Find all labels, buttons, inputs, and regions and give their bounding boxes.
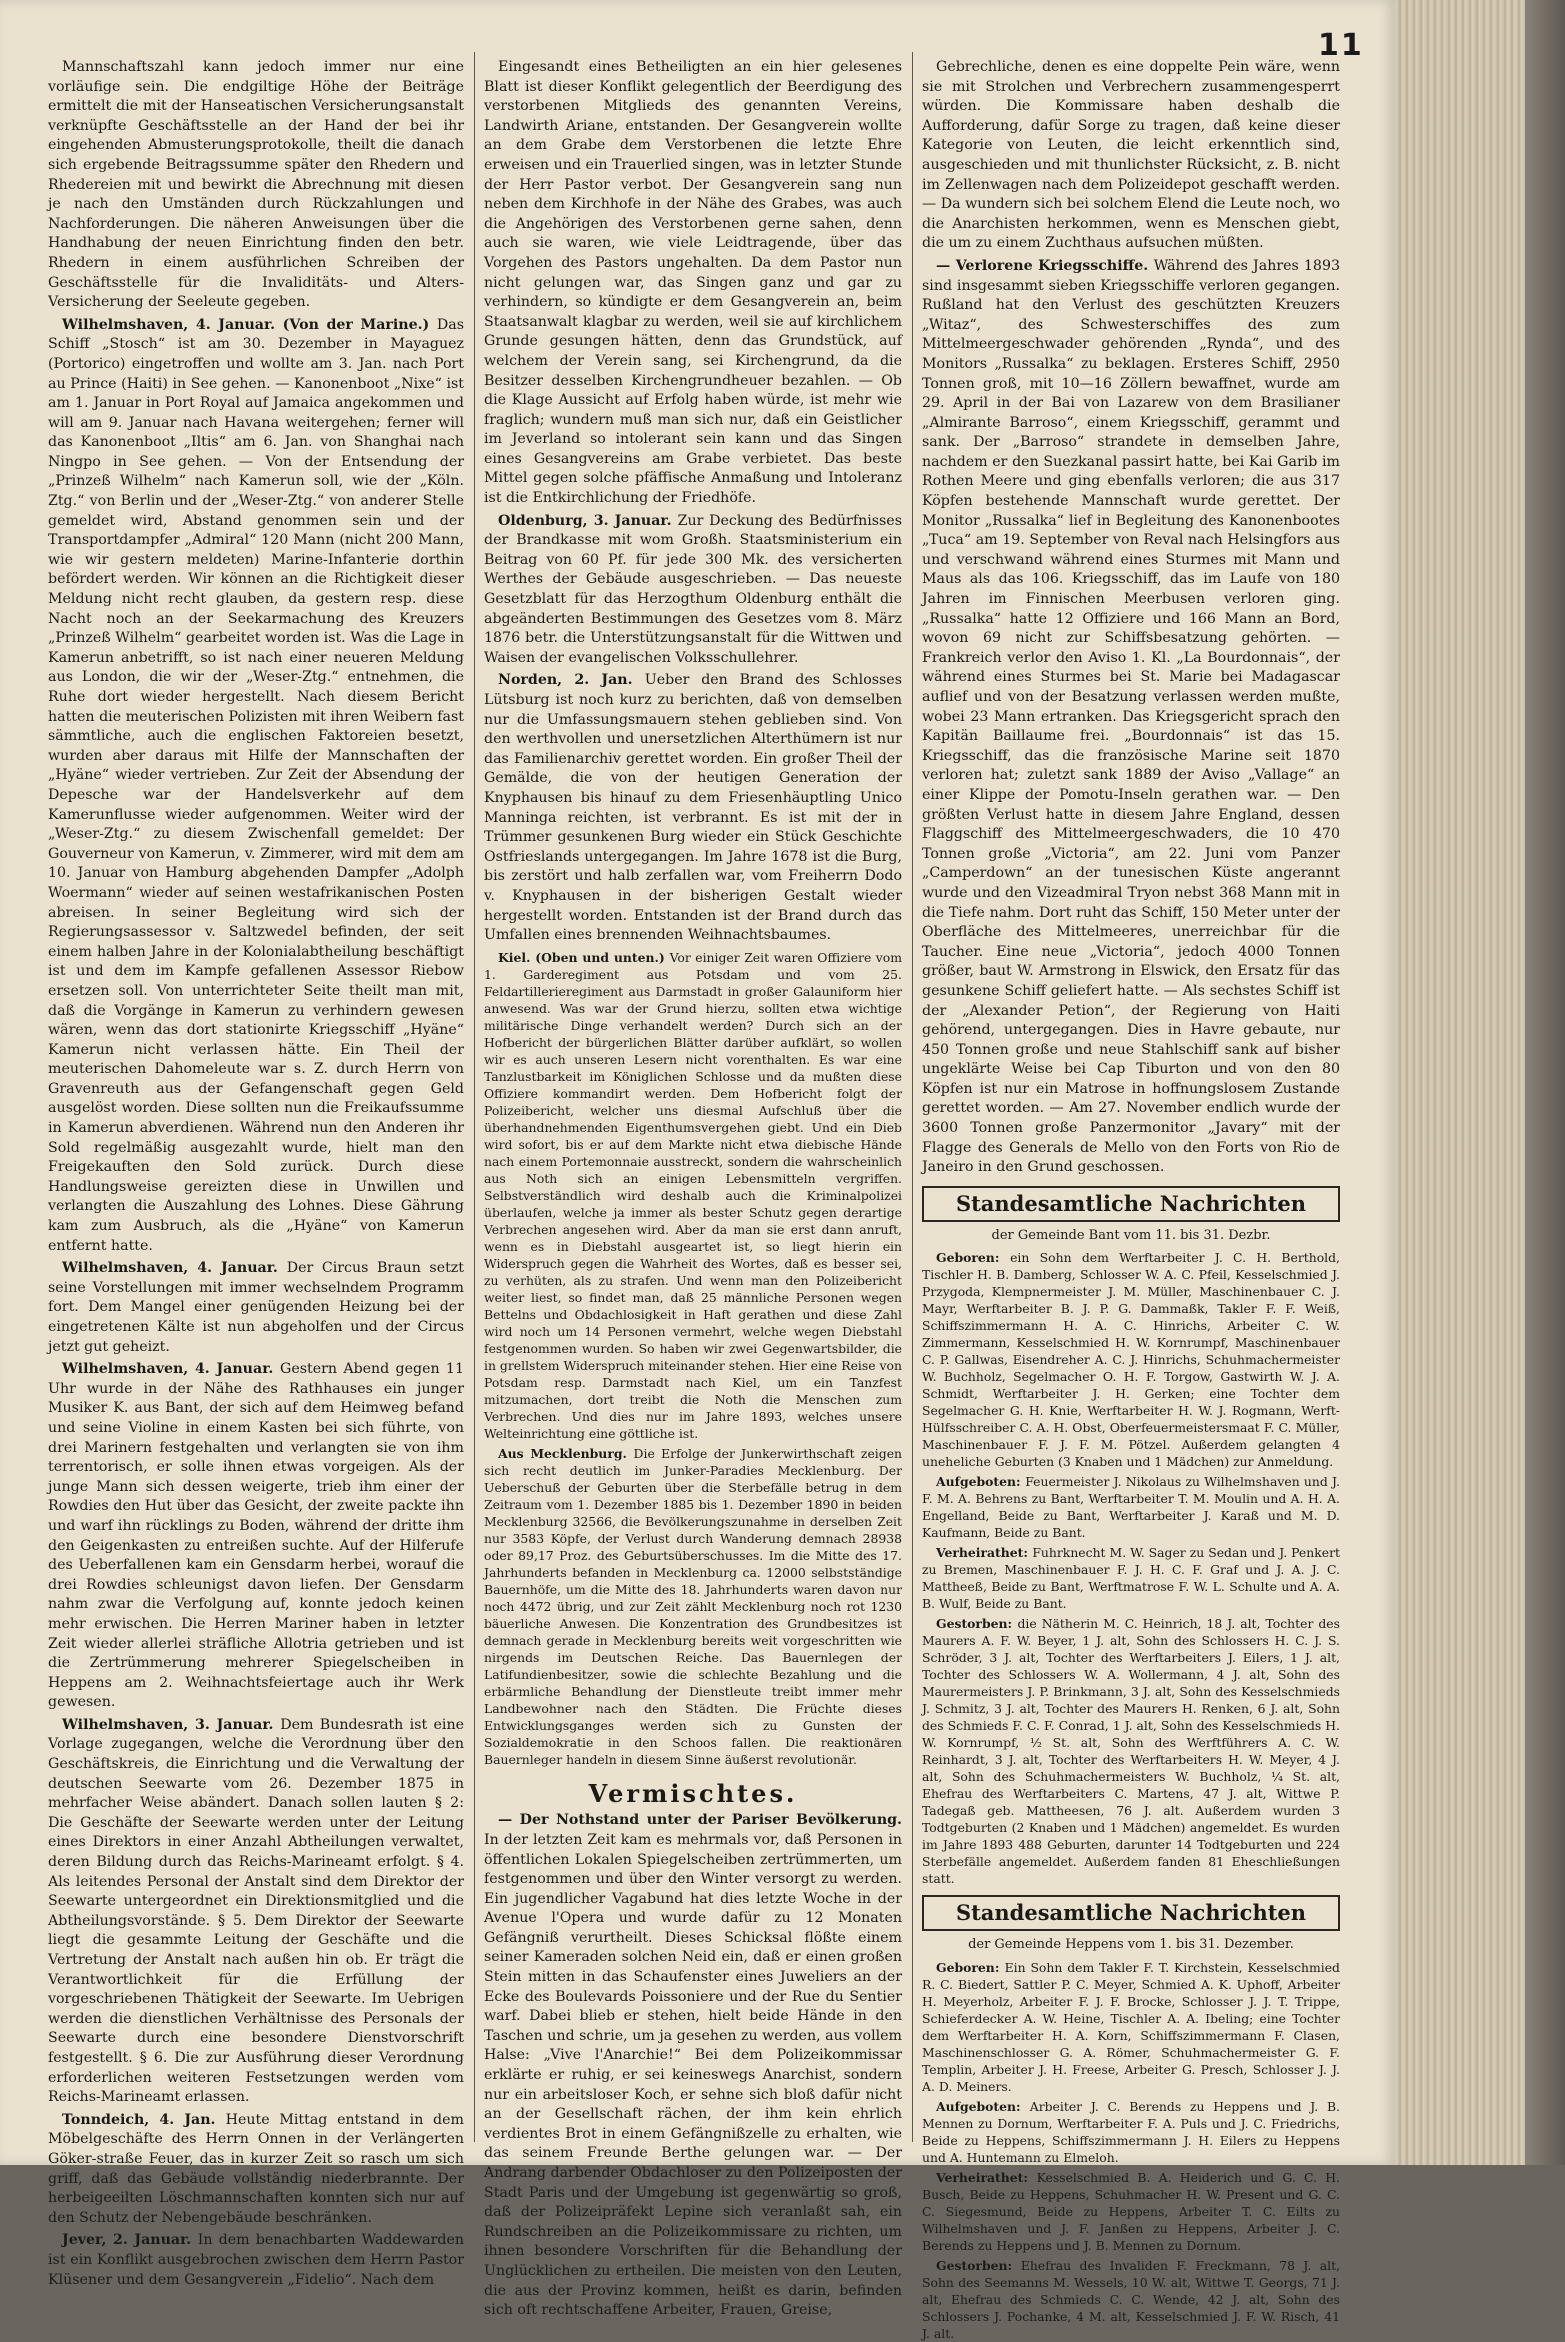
section-heading: Vermischtes. xyxy=(588,1778,798,1808)
article-dateline: Geboren: xyxy=(936,1960,1005,1976)
article-text: ein Sohn dem Werftarbeiter J. C. H. Berthold, Tischler H. B. Damberg, Schlosser W. A. C. Pfeil, Kesselschmied J. Przygoda, Klempnermeister J. M. Müller, Maschinenbauer C. J. Mayr, Werftarbeiter B. J. P. G. Dammaßk, Takler F. F. Weiß, Schiffszimmermann H. A. C. Hinrichs, Arbeiter C. W. Zimmermann, Kesselschmied H. W. Kornrumpf, Maschinenbauer C. P. Gallwas, Eisendreher A. C. J. Hinrichs, Schuhmachermeister W. Buchholz, Segelmacher O. H. F. Torgow, Gastwirth W. J. A. Schmidt, Werftarbeiter J. H. Gerken; eine Tochter dem Segelmacher G. H. Knie, Werftarbeiter H. W. J. Rogmann, Werft-Hülfsschreiber C. A. H. Obst, Oberfeuermeistersmaat F. C. Müller, Maschinenbauer F. J. F. M. Pötzel. Außerdem gelangten 4 uneheliche Geburten (3 Knaben und 1 Mädchen) zur Anmeldung. xyxy=(922,1250,1340,1470)
article-paragraph xyxy=(48,1716,464,2108)
article-dateline: Norden, 2. Jan. xyxy=(498,672,645,689)
article-paragraph xyxy=(922,1615,1340,1887)
article-text: Heute Mittag entstand in dem Möbelgeschäfte des Herrn Onnen in der Verlängerten Göker-straße Feuer, das in kurzer Zeit so rasch um sich griff, daß das Gebäude vollständig niederbrannte. Der herbeigeeilten Löschmannschaften konnten sich nur auf den Schutz der Nebengebäude beschränken. xyxy=(48,2111,464,2226)
article-text: Vor einiger Zeit waren Offiziere vom 1. Garderegiment aus Potsdam und vom 25. Feldartillerieregiment aus Darmstadt in großer Galauniform hier anwesend. Was war der Grund hierzu, sollten etwa wichtige militärische Dinge verhandelt werden? Durch sich an der Hofbericht der bürgerlichen Blätter darüber aufklärt, so wollen wir es auch unseren Lesern nicht vorenthalten. Es war eine Tanzlustbarkeit im Königlichen Schlosse und da mußten diese Offiziere kommandirt werden. Dem Hofbericht folgt der Polizeibericht, welcher uns diesmal Aufschluß über die überhandnehmenden Eigenthumsvergehen giebt. Und ein Dieb wird sofort, bis er auf dem Markte nicht etwa diebische Hände nach einem Portemonnaie ausstreckt, sondern die wahrscheinlich aus Noth sich an einigen Lebensmitteln vergriffen. Selbstverständlich wird deshalb auch die Kriminalpolizei überlaufen, welche ja immer als bester Schutz gegen derartige Verbrechen angesehen wird. Aber da man sie erst dann anruft, wenn es in Diebstahl ausgeartet ist, so liegt hierin ein Widerspruch gegen die Wahrheit des Wortes, daß es besser sei, zu verhüten, als zu strafen. Und wenn man den Polizeibericht weiter liest, so findet man, daß 25 männliche Personen wegen Bettelns und Obdachlosigkeit in Haft gerathen und diese Zahl wird noch um 14 Personen vermehrt, welche wegen Diebstahl festgenommen wurden. So haben wir zwei Gegenwartsbilder, die in grellstem Widerspruch miteinander stehen. Hier eine Reise von Potsdam resp. Darmstadt nach Kiel, um ein Tanzfest mitzumachen, dort treibt die Noth die Menschen zum Verbrechen. Und dies nur im Jahre 1893, welches unsere Welteinrichtung eine göttliche ist. xyxy=(484,949,903,1441)
article-dateline: Wilhelmshaven, 3. Januar. xyxy=(62,1716,281,1733)
article-paragraph xyxy=(922,257,1340,1178)
announcement-subheading: der Gemeinde Heppens vom 1. bis 31. Dezember. xyxy=(968,1937,1294,1953)
article-dateline: — Verlorene Kriegsschiffe. xyxy=(936,257,1154,274)
article-dateline: Verheirathet: xyxy=(936,2170,1037,2186)
article-text: Ehefrau des Invaliden F. Freckmann, 78 J. alt, Sohn des Seemanns M. Wessels, 10 W. alt, Wittwe T. Georgs, 71 J. alt, Ehefrau des Schmieds C. C. Wende, 42 J. alt, Sohn des Schlossers J. Pochanke, 4 M. alt, Kesselschmied J. F. W. Risch, 41 J. alt. xyxy=(922,2258,1341,2342)
article-paragraph xyxy=(922,1249,1340,1470)
article-paragraph xyxy=(922,2098,1340,2166)
column-divider-2 xyxy=(912,52,913,2142)
article-dateline: Geboren: xyxy=(936,1250,1011,1266)
article-paragraph xyxy=(484,1445,902,1768)
article-dateline: Kiel. (Oben und unten.) xyxy=(498,949,670,965)
article-dateline: Gestorben: xyxy=(936,1616,1018,1632)
article-paragraph xyxy=(484,949,902,1442)
article-dateline: Wilhelmshaven, 4. Januar. xyxy=(62,1260,287,1277)
article-text: In der letzten Zeit kam es mehrmals vor, daß Personen in öffentlichen Lokalen Spiegelscheiben zertrümmerten, um festgenommen und über den Winter versorgt zu werden. Ein jugendlicher Vagabund hat dies letzte Woche in der Avenue l'Opera und wurde dafür zu 12 Monaten Gefängniß verurtheilt. Dieses Schicksal flößte einem seiner Kameraden solchen Neid ein, daß er einen großen Stein mitten in das Schaufenster eines Juweliers an der Ecke des Boulevards Poissoniere und der Rue du Sentier warf. Dabei blieb er stehen, hielt beide Hände in den Taschen und schrie, um ja gesehen zu werden, aus vollem Halse: „Vive l'Anarchie!“ Bei dem Polizeikommissar erklärte er ruhig, er sei keineswegs Anarchist, sondern nur ein arbeitsloser Koch, er sehne sich bloß dafür nicht an der Gesellschaft rächen, der ihm kein ehrlich verdientes Brot in einem Gefängnißzelle zu erhalten, wie das seinem Freunde Berthe gelungen war. — Der Andrang darbender Obdachloser zu den Polizeiposten der Stadt Paris und der Umgebung ist gegenwärtig so groß, daß der Polizeipräfekt Lepine sich veranlaßt sah, ein Rundschreiben an die Polizeikommissare zu richten, um ihnen besondere Vorschriften für die Behandlung der Unglücklichen zu ertheilen. Die meisten von den Leuten, die aus der Provinz kommen, heißt es darin, befinden sich oft rechtschaffene Arbeiter, Frauen, Greise, xyxy=(484,1831,902,2319)
article-paragraph xyxy=(484,512,902,669)
article-paragraph xyxy=(48,2111,464,2229)
article-paragraph xyxy=(922,2257,1340,2342)
article-dateline: Wilhelmshaven, 4. Januar. (Von der Marine.) xyxy=(62,316,437,333)
announcement-subheading: der Gemeinde Bant vom 11. bis 31. Dezbr. xyxy=(991,1227,1271,1243)
article-text: Gebrechliche, denen es eine doppelte Pein wäre, wenn sie mit Strolchen und Verbrechern zusammengesperrt würden. Die Kommissare haben deshalb die Aufforderung, dafür Sorge zu tragen, daß keine dieser Kategorie von Leuten, die leicht erkenntlich sind, ausgeschieden und mit thunlichster Rücksicht, z. B. nicht im Zellenwagen nach dem Polizeidepot geschafft werden. — Da wundern sich bei solchem Elend die Leute noch, wo die Anarchisten herkommen, wenn es Menschen giebt, die um zu einem Zuchthaus aufsuchen müßten. xyxy=(922,59,1340,252)
article-paragraph xyxy=(922,2169,1340,2254)
article-paragraph xyxy=(48,1259,464,1357)
article-text: Ueber den Brand des Schlosses Lütsburg ist noch kurz zu berichten, daß von demselben nur die Umfassungsmauern stehen geblieben sind. Von den werthvollen und unersetzlichen Alterthümern ist nur das Familienarchiv gerettet worden. Ein großer Theil der Gemälde, die von der heutigen Generation der Knyphausen bis hinauf zu dem Friesenhäuptling Unico Manninga reichten, ist verbrannt. Es ist mit der in Trümmer gesunkenen Burg wieder ein Stück Geschichte Ostfrieslands untergegangen. Im Jahre 1678 ist die Burg, bis zerstört und halb zerfallen war, vom Freiherrn Dodo v. Knyphausen in der bisherigen Gestalt wieder hergestellt worden. Entstanden ist der Brand durch das Umfallen eines brennenden Weihnachtsbaumes. xyxy=(484,672,902,944)
column-2 xyxy=(484,58,903,2319)
article-paragraph xyxy=(48,58,464,313)
article-text: Dem Bundesrath ist eine Vorlage zugegangen, welche die Verordnung über den Geschäftskreis, die Einrichtung und die Verwaltung der deutschen Seewarte vom 26. Dezember 1875 in mehrfacher Weise abändert. Danach sollen lauten § 2: Die Geschäfte der Seewarte werden unter der Leitung eines Direktors in einer Anzahl Abtheilungen verwaltet, deren Bildung durch das Reichs-Marineamt erfolgt. § 4. Als leitendes Personal der Anstalt sind dem Direktor der Seewarte untergeordnet ein Direktionsmitglied und die Abtheilungsvorstände. § 5. Dem Direktor der Seewarte liegt die gesammte Leitung der Geschäfte und die Vertretung der Anstalt nach außen hin ob. Er trägt die Verantwortlichkeit für die Erfüllung der vorgeschriebenen Thätigkeit der Seewarte. Im Uebrigen werden die dienstlichen Verhältnisse des Personals der Seewarte durch eine besondere Dienstvorschrift festgestellt. § 6. Die zur Ausführung dieser Verordnung erforderlichen weiteren Festsetzungen werden vom Reichs-Marineamt erlassen. xyxy=(48,1716,464,2106)
article-dateline: Aus Mecklenburg. xyxy=(498,1445,634,1461)
article-text: Mannschaftszahl kann jedoch immer nur eine vorläufige sein. Die endgiltige Höhe der Beiträge ermittelt die mit der Hanseatischen Versicherungsanstalt verknüpfte Geschäftsstelle an der Hand der bei ihr eingehenden Abmusterungsprotokolle, theilt die danach sich ergebende Beitragssumme später den Rhedern und Rhedereien mit und bewirkt die Abrechnung mit diesen je nach den Umständen durch Rückzahlungen und Nachforderungen. Die näheren Anweisungen über die Handhabung der neuen Einrichtung finden den betr. Rhedern in einem ausführlichen Schreiben der Geschäftsstelle für die Invaliditäts- und Alters-Versicherung der Seeleute gegeben. xyxy=(48,59,464,311)
article-paragraph xyxy=(922,58,1340,254)
article-paragraph xyxy=(922,1473,1340,1541)
article-dateline: Tonndeich, 4. Jan. xyxy=(62,2111,226,2128)
article-dateline: — Der Nothstand unter der Pariser Bevölkerung. xyxy=(498,1812,902,1829)
announcement-heading: Standesamtliche Nachrichten xyxy=(922,1186,1340,1222)
article-paragraph xyxy=(922,1544,1340,1612)
column-divider-1 xyxy=(474,52,475,2142)
announcement-heading: Standesamtliche Nachrichten xyxy=(922,1895,1340,1931)
article-text: Feuermeister J. Nikolaus zu Wilhelmshaven und J. F. M. A. Behrens zu Bant, Werftarbeiter T. M. Moulin und A. H. A. Engelland, Beide zu Bant, Werftarbeiter J. Karaß und M. D. Kaufmann, Beide zu Bant. xyxy=(922,1474,1341,1541)
article-paragraph xyxy=(48,1360,464,1713)
column-1 xyxy=(48,58,464,2288)
article-paragraph xyxy=(484,1811,902,2320)
article-paragraph xyxy=(48,316,464,1257)
article-text: Die Erfolge der Junkerwirthschaft zeigen sich recht deutlich im Junker-Paradies Mecklenburg. Der Ueberschuß der Geburten über die Sterbefälle betrug in dem Zeitraum vom 1. Dezember 1885 bis 1. Dezember 1890 in beiden Mecklenburg 32566, die Bevölkerungszunahme in derselben Zeit nur 3583 Köpfe, der Verlust durch Wanderung demnach 28938 oder 89,17 Proz. des Geburtsüberschusses. Im die Mitte des 17. Jahrhunderts befanden in Mecklenburg ca. 12000 selbstständige Bauernhöfe, um die Mitte des 18. Jahrhunderts waren davon nur noch 4472 übrig, und zur Zeit zählt Mecklenburg noch rot 1230 bäuerliche Anwesen. Die Konzentration des Grundbesitzes ist demnach gerade in Mecklenburg bereits weit vorgeschritten wie nirgends im Deutschen Reiche. Das Bauernlegen der Latifundienbesitzer, sowie die schlechte Bezahlung und die erbärmliche Behandlung der Dienstleute treibt immer mehr Landbewohner nach den Städten. Die Früchte dieses Entwicklungsganges werden sich zu Gunsten der Sozialdemokratie in den Schoos fallen. Die reaktionären Bauernleger handeln in diesem Sinne äußerst revolutionär. xyxy=(484,1445,903,1767)
article-paragraph xyxy=(484,671,902,945)
article-dateline: Verheirathet: xyxy=(936,1545,1033,1561)
article-text: In dem benachbarten Waddewarden ist ein Konflikt ausgebrochen zwischen dem Herrn Pastor Klüsener und dem Gesangverein „Fidelio“. Nach dem xyxy=(48,2232,464,2288)
book-binding-edge xyxy=(1395,0,1565,2165)
article-text: Arbeiter J. C. Berends zu Heppens und J. B. Mennen zu Dornum, Werftarbeiter F. A. Puls und J. C. Friedrichs, Beide zu Heppens, Schiffszimmermann J. H. Eilers zu Heppens und A. Huntemann zu Elmeloh. xyxy=(922,2099,1340,2166)
article-dateline: Aufgeboten: xyxy=(936,1474,1026,1490)
article-text: Ein Sohn dem Takler F. T. Kirchstein, Kesselschmied R. C. Biedert, Sattler P. C. Meyer, Schmied A. K. Uphoff, Arbeiter H. Meyerholz, Arbeiter F. J. F. Brocke, Schlosser J. J. T. Trippe, Schieferdecker A. W. Heine, Tischler A. A. Ibeling; eine Tochter dem Werftarbeiter H. A. Korn, Schiffszimmermann F. Clasen, Maschinenschlosser G. A. Römer, Schuhmachermeister G. F. Templin, Arbeiter J. H. Freese, Arbeiter G. Presch, Schlosser J. J. A. D. Meiners. xyxy=(922,1960,1340,2095)
article-dateline: Aufgeboten: xyxy=(936,2099,1030,2115)
article-text: Fuhrknecht M. W. Sager zu Sedan und J. Penkert zu Bremen, Maschinenbauer F. J. H. C. F. Graf und J. A. J. C. Mattheeß, Beide zu Bant, Werftmatrose F. W. L. Schulte und A. A. B. Wulf, Beide zu Bant. xyxy=(922,1545,1340,1612)
article-text: Der Circus Braun setzt seine Vorstellungen mit immer wechselndem Programm fort. Dem Mangel einer genügenden Heizung bei der eingetretenen Kälte ist nun abgeholfen und der Circus jetzt gut geheizt. xyxy=(48,1260,464,1355)
article-dateline: Gestorben: xyxy=(936,2258,1021,2274)
article-text: die Nätherin M. C. Heinrich, 18 J. alt, Tochter des Maurers A. F. W. Beyer, 1 J. alt, Sohn des Schlossers H. C. J. S. Schröder, 3 J. alt, Tochter des Werftarbeiters J. Eilers, 1 J. alt, Tochter des Schlossers W. A. Wollermann, 4 J. alt, Sohn des Maurermeisters J. P. Brinkmann, 3 J. alt, Sohn des Kesselschmieds J. Schmitz, 3 J. alt, Tochter des Maurers H. Renken, 6 J. alt, Sohn des Schmieds F. C. F. Conrad, 1 J. alt, Sohn des Kesselschmieds H. W. Kornrumpf, ½ St. alt, Sohn des Werftführers A. C. W. Reinhardt, 3 J. alt, Tochter des Werftarbeiters H. W. Meyer, 4 J. alt, Sohn des Schuhmachermeisters W. Buchholz, ¼ St. alt, Ehefrau des Werftarbeiters C. Martens, 47 J. alt, Wittwe P. Tadegaß geb. Mattheesen, 76 J. alt. Außerdem wurden 3 Todtgeburten (2 Knaben und 1 Mädchen) angemeldet. Es wurden im Jahre 1893 488 Geburten, darunter 14 Todtgeburten und 224 Sterbefälle angemeldet. Außerdem fanden 81 Eheschließungen statt. xyxy=(922,1616,1340,1887)
article-text: Kesselschmied B. A. Heiderich und G. C. H. Busch, Beide zu Heppens, Schuhmacher H. W. Present und G. C. C. Siegesmund, Beide zu Heppens, Arbeiter T. C. Eilts zu Wilhelmshaven und J. F. Janßen zu Heppens, Arbeiter J. C. Berends zu Heppens und J. B. Mennen zu Dornum. xyxy=(922,2170,1340,2254)
article-text: Zur Deckung des Bedürfnisses der Brandkasse mit wom Großh. Staatsministerium ein Beitrag von 60 Pf. für jede 300 Mk. des versicherten Werthes der Gebäude ausgeschrieben. — Das neueste Gesetzblatt für das Herzogthum Oldenburg enthält die abgeänderten Bestimmungen des Gesetzes vom 8. März 1876 betr. die Unterstützungsanstalt für die Wittwen und Waisen der evangelischen Volksschullehrer. xyxy=(484,512,902,666)
article-text: Gestern Abend gegen 11 Uhr wurde in der Nähe des Rathhauses ein junger Musiker K. aus Bant, der sich auf dem Heimweg befand und seine Violine in einem Kasten bei sich führte, von drei Marinern festgehalten und verlangten sie von ihm terrentorisch, er solle ihnen etwas vorgeigen. Als der junge Mann sich dessen weigerte, trieb ihm einer der Rowdies den Hut über das Gesicht, der zweite packte ihn und warf ihn rücklings zu Boden, während der dritte ihm den Geigenkasten zu entreißen suchte. Auf der Hilferufe des Ueberfallenen kam ein Gensdarm herbei, worauf die drei Rowdies schleunigst davon liefen. Der Gensdarm nahm zwar die Verfolgung auf, konnte jedoch keinen mehr erwischen. Die Herren Mariner haben in letzter Zeit wieder allerlei sträfliche Allotria getrieben und ist die Zertrümmerung mehrerer Spiegelscheiben in Heppens am 2. Weihnachtsfeiertage auch ihr Werk gewesen. xyxy=(48,1361,464,1711)
article-paragraph xyxy=(48,2231,464,2290)
article-dateline: Oldenburg, 3. Januar. xyxy=(498,512,678,529)
article-paragraph xyxy=(484,58,902,509)
article-text: Das Schiff „Stosch“ ist am 30. Dezember in Mayaguez (Portorico) eingetroffen und wollte am 3. Jan. nach Port au Prince (Haiti) in See gehen. — Kanonenboot „Nixe“ ist am 1. Januar in Port Royal auf Jamaica angekommen und will am 9. Januar nach Havana weitergehen; ferner will das Kanonenboot „Iltis“ am 6. Jan. von Shanghai nach Ningpo in See gehen. — Von der Entsendung der „Prinzeß Wilhelm“ nach Kamerun soll, wie der „Köln. Ztg.“ von Berlin und der „Weser-Ztg.“ von anderer Stelle gemeldet wird, Abstand genommen sein und der Transportdampfer „Admiral“ 120 Mann (nicht 200 Mann, wie wir gestern meldeten) Marine-Infanterie dorthin befördert werden. Wir können an die Richtigkeit dieser Meldung nicht recht glauben, da gestern resp. diese Nacht noch an der Seekarmachung des Kreuzers „Prinzeß Wilhelm“ gearbeitet worden ist. Was die Lage in Kamerun anbetrifft, so ist nach einer neueren Meldung aus London, die wir der „Weser-Ztg.“ entnehmen, die Ruhe dort wieder hergestellt. Nach diesem Bericht hatten die meuterischen Polizisten mit ihren Weibern fast sämmtliche, auch die englischen Faktoreien besetzt, wurden aber daraus mit Hilfe der Mannschaften der „Hyäne“ wieder vertrieben. Zur Zeit der Absendung der Depesche war der Handelsverkehr auf dem Kamerunflusse wieder aufgenommen. Weiter wird der „Weser-Ztg.“ zu diesem Zwischenfall gemeldet: Der Gouverneur von Kamerun, v. Zimmerer, wird mit dem am 10. Januar von Hamburg abgehenden Dampfer „Adolph Woermann“ wieder auf seinen westafrikanischen Posten abreisen. In seiner Begleitung wird sich der Regierungsassessor v. Saltzwedel befinden, der seit einem halben Jahre in der Kolonialabtheilung beschäftigt ist und dem im Kampfe gefallenen Assessor Riebow ersetzen soll. Von unterrichteter Seite theilt man mit, daß die Vorgänge in Kamerun zu verhindern gewesen wären, wenn das dort stationirte Kriegsschiff „Hyäne“ Kamerun nicht verlassen hätte. Ein Theil der meuterischen Dahomeleute war s. Z. durch Herrn von Gravenreuth aus der Gefangenschaft gegen Geld ausgelöst worden. Diese sollten nun die Freikaufssumme in Kamerun abverdienen. Während nun den Anderen ihr Sold regelmäßig ausgezahlt wurde, hielt man den Freigekauften den Sold zurück. Durch diese Handlungsweise gereizten diese in Unwillen und verlangten die Auszahlung des Lohnes. Diese Gährung kam zum Ausbruch, als die „Hyäne“ von Kamerun entfernt hatte. xyxy=(48,316,464,1254)
article-text: Eingesandt eines Betheiligten an ein hier gelesenes Blatt ist dieser Konflikt gelegentlich der Beerdigung des verstorbenen Mitglieds des genannten Vereins, Landwirth Ariane, entstanden. Der Gesangverein wollte an dem Grabe dem Verstorbenen die letzte Ehre erweisen und ein Trauerlied singen, was in letzter Stunde der Herr Pastor verbot. Der Gesangverein sang nun neben dem Kirchhofe in der Nähe des Grabes, was auch die Angehörigen des Verstorbenen gerne sahen, denn auch sie waren, wie viele Leidtragende, über das Vorgehen des Pastors ungehalten. Da dem Pastor nun nicht gelungen war, das Singen ganz und gar zu verhindern, so kündigte er dem Gesangverein an, beim Staatsanwalt klagbar zu werden, weil sie auf kirchlichem Grunde gesungen hätten, denn das Grundstück, auf welchem der Verein sang, sei Kirchengrund, da die Besitzer desselben Kirchengrundheuer bezahlen. — Ob die Klage Aussicht auf Erfolg haben würde, ist mehr wie fraglich; wundern muß man sich nur, daß ein Geistlicher im Jeverland so intolerant sein kann und das Singen eines Gesangvereins am Grabe verbietet. Das beste Mittel gegen solche pfäffische Anmaßung und Intoleranz ist die Entkirchlichung der Friedhöfe. xyxy=(484,59,902,507)
article-paragraph xyxy=(922,1959,1340,2095)
article-dateline: Wilhelmshaven, 4. Januar. xyxy=(62,1361,281,1378)
article-dateline: Jever, 2. Januar. xyxy=(62,2232,198,2249)
column-3 xyxy=(922,58,1341,2342)
article-text: Während des Jahres 1893 sind insgesammt sieben Kriegsschiffe verloren gegangen. Rußland hat den Verlust des geschützten Kreuzers „Witaz“, des Schwesterschiffes des zum Mittelmeergeschwader gehörenden „Rynda“, und des Monitors „Russalka“ zu beklagen. Ersteres Schiff, 2950 Tonnen groß, mit 10—16 Zöllern bewaffnet, wurde am 29. April in der Bai von Lazarew von dem Brasilianer „Almirante Barroso“, einem Kriegsschiff, gerammt und sank. Der „Barroso“ strandete in demselben Jahre, nachdem er den Suezkanal passirt hatte, bei Kai Garib im Rothen Meere und ging ebenfalls verloren; die aus 317 Köpfen bestehende Mannschaft wurde gerettet. Der Monitor „Russalka“ lief in Begleitung des Kanonenbootes „Tuca“ am 19. September von Reval nach Helsingfors aus und verschwand während eines Sturmes mit Mann und Maus als das 106. Kriegsschiff, das im Laufe von 180 Jahren im Finnischen Meerbusen verloren ging. „Russalka“ hatte 12 Offiziere und 166 Mann an Bord, wovon 69 nicht zur Schiffsbesatzung gehörten. — Frankreich verlor den Aviso 1. Kl. „La Bourdonnais“, der während eines Sturmes bei St. Marie bei Madagascar auflief und von der Besatzung verlassen werden mußte, wobei 23 Mann ertranken. Das Kriegsgericht sprach den Kapitän Baillaume frei. „Bourdonnais“ ist das 15. Kriegsschiff, das die französische Marine seit 1870 verloren hat; zuletzt sank 1889 der Aviso „Vallage“ an einer Klippe der Pomotu-Inseln gerathen war. — Den größten Verlust hatte in diesem Jahre England, dessen Flaggschiff des Mittelmeergeschwaders, die 10 470 Tonnen große „Victoria“, am 22. Juni vom Panzer „Camperdown“ an der tunesischen Küste angerannt wurde und den Vizeadmiral Tryon nebst 368 Mann mit in die Tiefe nahm. Dort ruht das Schiff, 150 Meter unter der Oberfläche des Mittelmeeres, unerreichbar für die Taucher. Eine neue „Victoria“, jedoch 4000 Tonnen größer, baut W. Armstrong in Elswick, den Ersatz für das gesunkene Schiff geliefert hatte. — Als sechstes Schiff ist der „Alexander Petion“, der Regierung von Haiti gehörend, untergegangen. Dies in Havre gebaute, nur 450 Tonnen große und neue Stahlschiff sank auf bisher ungeklärte Weise bei Cap Tiburton und von den 80 Köpfen ist nur ein Matrose in hoffnungslosem Zustande gerettet worden. — Am 27. November endlich wurde der 3600 Tonnen große Panzermonitor „Javary“ mit der Flagge des Generals de Mello von den Forts von Rio de Janeiro in den Grund geschossen. xyxy=(922,257,1340,1176)
page-number: 11 xyxy=(1318,28,1364,63)
